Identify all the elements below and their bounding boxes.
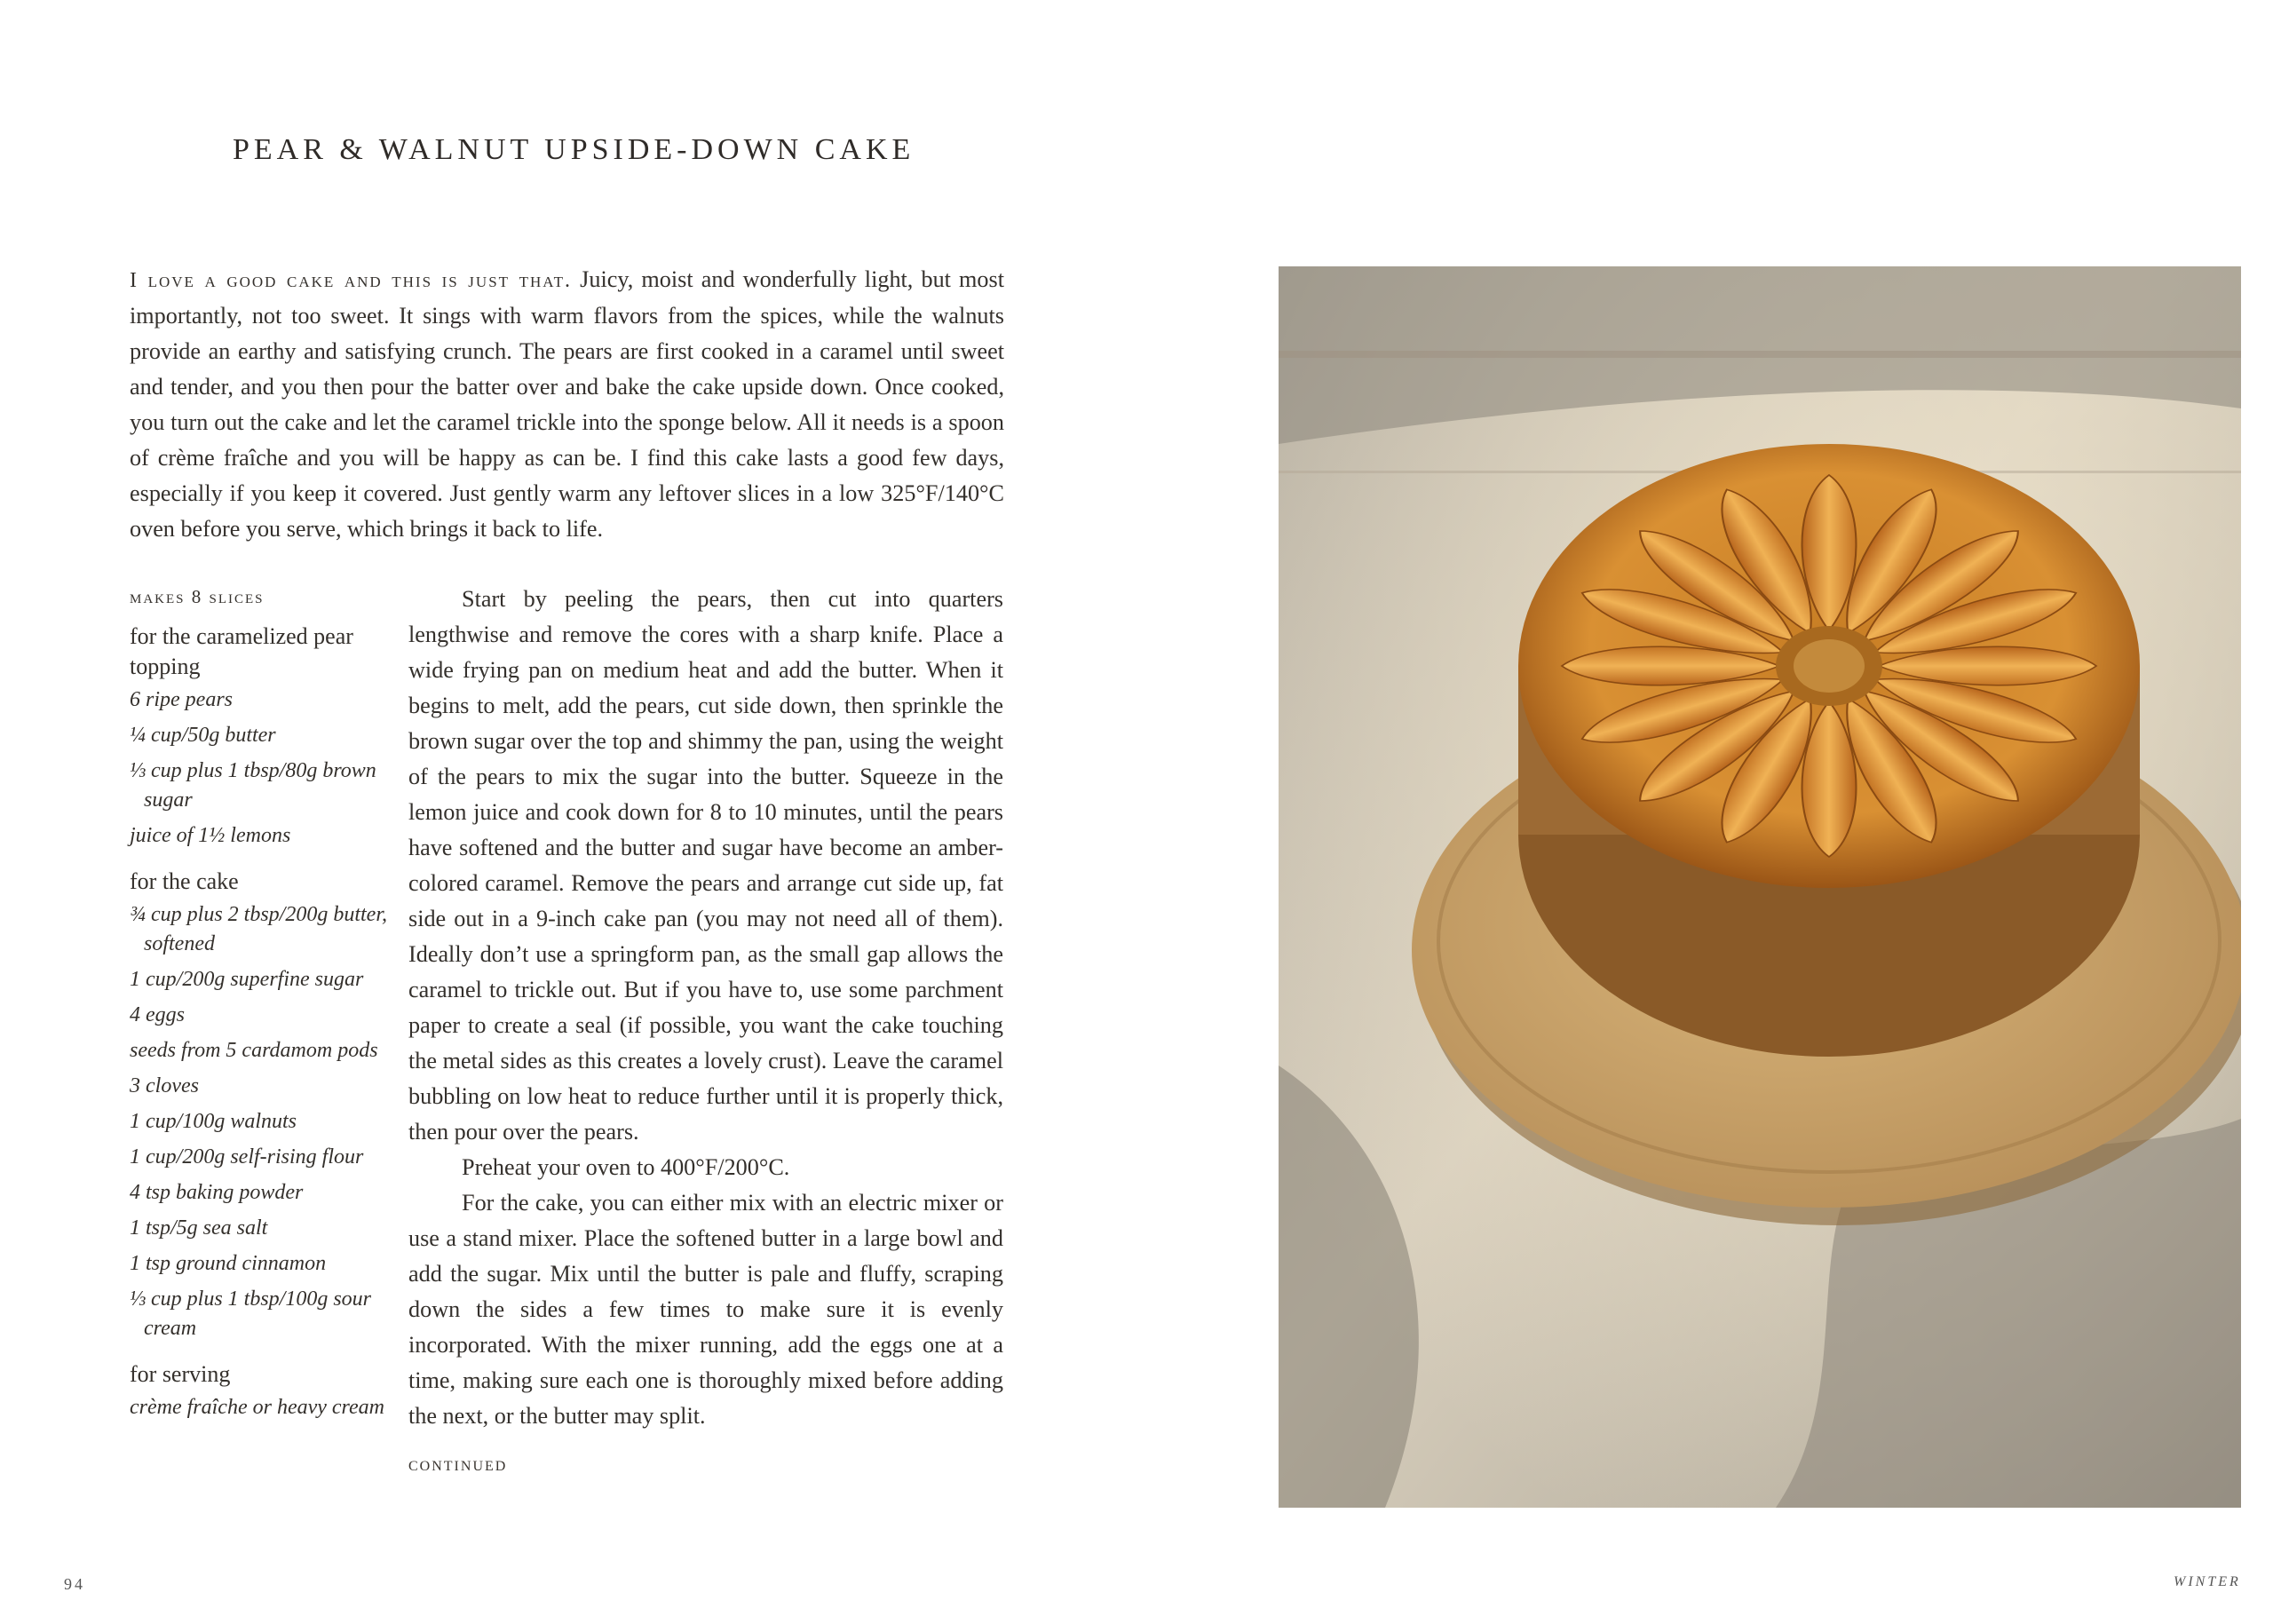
cake-photo [1279, 266, 2241, 1508]
yield: makes 8 slices [130, 586, 265, 607]
ingredient-item: ¾ cup plus 2 tbsp/200g butter, softened [130, 903, 388, 955]
page-number: 94 [64, 1575, 85, 1593]
method-text [408, 582, 1003, 1434]
ingredient-item: 4 eggs [130, 1003, 185, 1026]
section-running-head: WINTER [2174, 1574, 2241, 1589]
method-paragraph: For the cake, you can either mix with an electric mixer or use a stand mixer. Place the softened butter in a large bowl and add the sugar. Mix until the butter is pale and fluffy, scraping down the sides a few times to make sure it is evenly incorporated. With the mixer running, add the eggs one at a time, making sure each one is thoroughly mixed before adding the next, or the butter may split. [408, 1190, 1003, 1429]
ingredient-item: juice of 1½ lemons [130, 824, 291, 847]
ingredient-list [130, 579, 396, 1422]
recipe-title: PEAR & WALNUT UPSIDE-DOWN CAKE [233, 133, 915, 166]
continued-label: CONTINUED [408, 1459, 508, 1474]
recipe-intro [130, 262, 1004, 547]
method-paragraph: Preheat your oven to 400°F/200°C. [462, 1154, 790, 1180]
intro-body: Juicy, moist and wonderfully light, but most importantly, not too sweet. It sings with warm flavors from the spices, while the walnuts provide an earthy and satisfying crunch. The pears are first cooked in a caramel until sweet and tender, and you then pour the batter over and bake the cake upside down. Once cooked, you turn out the cake and let the caramel trickle into the sponge below. All it needs is a spoon of crème fraîche and you will be happy as can be. I find this cake lasts a good few days, especially if you keep it covered. Just gently warm any leftover slices in a low 325°F/140°C oven before you serve, which brings it back to life. [130, 266, 1004, 542]
ingredient-item: 6 ripe pears [130, 688, 233, 711]
ingredient-item: 1 cup/100g walnuts [130, 1110, 297, 1133]
ingredient-item: 1 tsp/5g sea salt [130, 1216, 268, 1240]
ingredient-item: seeds from 5 cardamom pods [130, 1039, 378, 1062]
ingredient-item: 1 cup/200g superfine sugar [130, 968, 364, 991]
ingredient-item: 1 cup/200g self-rising flour [130, 1145, 364, 1168]
method-paragraph: Start by peeling the pears, then cut into quarters lengthwise and remove the cores with a sharp knife. Place a wide frying pan on medium heat and add the butter. When it begins to melt, add the pears, cut side down, then sprinkle the brown sugar over the top and shimmy the pan, using the weight of the pears to mix the sugar into the butter. Squeeze in the lemon juice and cook down for 8 to 10 minutes, until the pears have softened and the butter and sugar have become an amber-colored caramel. Remove the pears and arrange cut side up, fat side out in a 9-inch cake pan (you may not need all of them). Ideally don’t use a springform pan, as the small gap allows the caramel to trickle out. But if you have to, use some parchment paper to create a seal (if possible, you want the cake touching the metal sides as this creates a lovely crust). Leave the caramel bubbling on low heat to reduce further until it is properly thick, then pour over the pears. [408, 586, 1003, 1145]
ingredient-item: ⅓ cup plus 1 tbsp/80g brown sugar [130, 759, 376, 812]
ingredient-group-heading: for the cake [130, 868, 239, 894]
ingredient-group-heading: for serving [130, 1361, 231, 1387]
ingredient-item: ¼ cup/50g butter [130, 724, 276, 747]
ingredient-item: 3 cloves [130, 1074, 199, 1097]
ingredient-group-heading: for the caramelized pear topping [130, 623, 353, 679]
ingredient-item: 1 tsp ground cinnamon [130, 1252, 327, 1275]
intro-lead: I love a good cake and this is just that. [130, 269, 573, 292]
ingredient-item: crème fraîche or heavy cream [130, 1396, 384, 1419]
ingredient-item: 4 tsp baking powder [130, 1181, 304, 1204]
ingredient-item: ⅓ cup plus 1 tbsp/100g sour cream [130, 1287, 372, 1340]
